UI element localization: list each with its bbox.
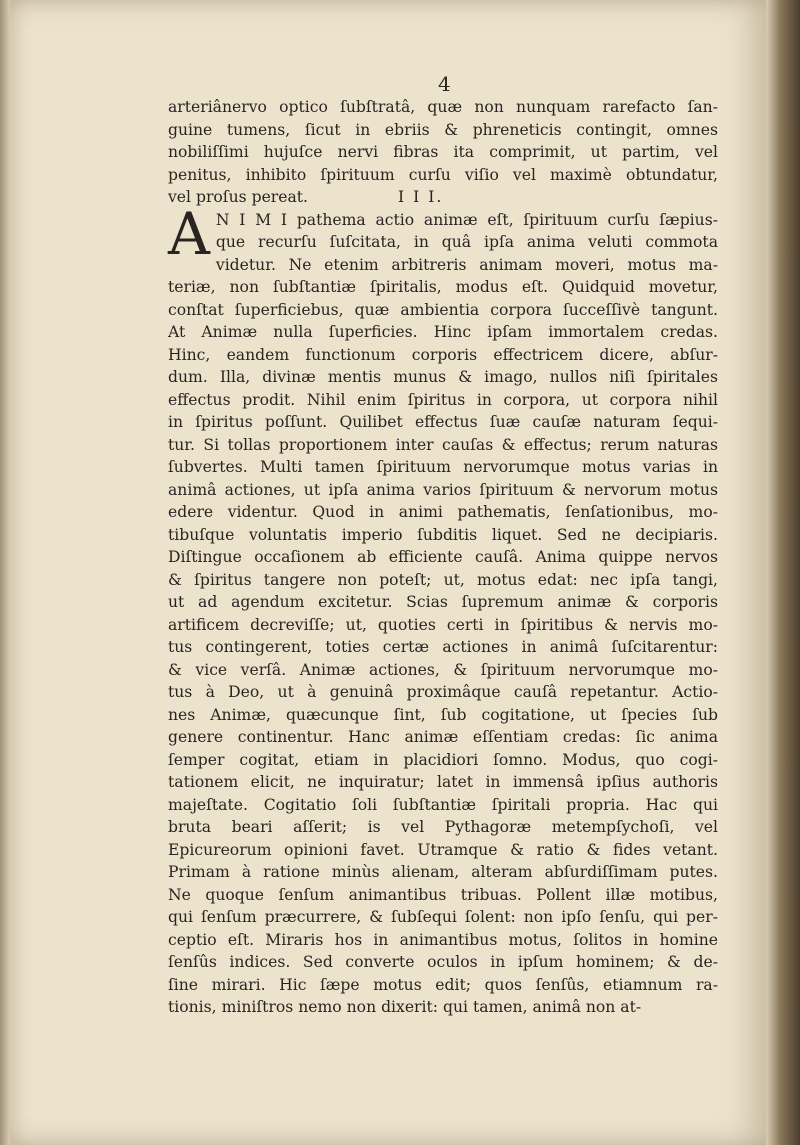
text-line: qui ſenſum præcurrere, & ſubſequi ſolent: non ipſo ſenſu, qui per- [168,908,718,926]
text-line: edere videntur. Quod in animi pathematis, ſenſationibus, mo- [168,503,718,521]
text-line: tibuſque voluntatis imperio ſubditis liquet. Sed ne decipiaris. [168,525,718,544]
text-line: Primam à ratione minùs alienam, alteram abſurdiſſimam putes. [168,863,718,881]
text-line: nes Animæ, quæcunque ſint, ſub cogitatione, ut ſpecies ſub [168,705,718,724]
text-line: animâ actiones, ut ipſa anima varios ſpirituum & nervorum motus [168,480,718,499]
text-line: ceptio eſt. Miraris hos in animantibus motus, ſolitos in homine [168,930,718,949]
text-line: Epicureorum opinioni favet. Utramque & ratio & fides vetant. [168,840,718,859]
text-line: ſenſûs indices. Sed converte oculos in ipſum hominem; & de- [168,953,718,971]
drop-cap: A [168,199,210,268]
text-line: nobiliſſimi hujuſce nervi fibras ita comprimit, ut partim, vel [168,143,718,161]
text-line: videtur. Ne etenim arbitreris animam moveri, motus ma- [215,255,718,274]
text-line [168,186,718,209]
paragraph [168,199,718,1019]
text-line: artificem decreviſſe; ut, quoties certi in ſpiritibus & nervis mo- [168,615,718,634]
text-line: conſtat ſuperficiebus, quæ ambientia corpora ſucceſſivè tangunt. [168,300,718,319]
text-line: majeſtate. Cogitatio ſoli ſubſtantiæ ſpiritali propria. Hac qui [168,795,718,814]
text-line: bruta beari aſſerit; is vel Pythagoræ metempſychoſi, vel [168,818,718,836]
text-line: dum. Illa, divinæ mentis munus & imago, nullos niſi ſpiritales [168,368,718,386]
text-line: tur. Si tollas proportionem inter cauſas & effectus; rerum naturas [168,435,718,454]
text-line-end: vel proſus pereat. [168,188,308,206]
section-number: I I I. [398,188,444,206]
page-left-edge [0,0,10,1145]
text-line: effectus prodit. Nihil enim ſpiritus in corpora, ut corpora nihil [168,390,718,409]
text-line: tus contingerent, toties certæ actiones in animâ ſuſcitarentur: [168,638,718,656]
text-line: arteriânervo optico ſubſtratâ, quæ non nunquam rarefacto ſan- [168,98,718,116]
text-line: que recurſu ſuſcitata, in quâ ipſa anima veluti commota [215,233,718,251]
text-line: tus à Deo, ut à genuinâ proximâque cauſâ repetantur. Actio- [168,683,718,701]
text-line: ſemper cogitat, etiam in placidiori ſomno. Modus, quo cogi- [168,750,718,769]
text-line: guine tumens, ſicut in ebriis & phreneticis contingit, omnes [168,120,718,139]
text-line: N I M I pathema actio animæ eſt, ſpirituum curſu ſæpius- [215,210,718,229]
text-line: ut ad agendum excitetur. Scias ſupremum animæ & corporis [168,593,718,611]
text-line: tionis, miniſtros nemo non dixerit: qui tamen, animâ non at- [168,998,642,1016]
book-spine [766,0,800,1145]
text-line: Ne quoque ſenſum animantibus tribuas. Pollent illæ motibus, [168,885,718,904]
text-line: Hinc, eandem functionum corporis effectricem dicere, abſur- [168,345,718,364]
text-line: ſine mirari. Hic ſæpe motus edit; quos ſenſûs, etiamnum ra- [168,975,718,994]
text-line: ſubvertes. Multi tamen ſpirituum nervorumque motus varias in [168,458,718,476]
text-line: teriæ, non ſubſtantiæ ſpiritalis, modus eſt. Quidquid movetur, [168,278,718,296]
text-line: & ſpiritus tangere non poteſt; ut, motus edat: nec ipſa tangi, [168,570,718,589]
text-line: At Animæ nulla ſuperficies. Hinc ipſam immortalem credas. [168,323,718,341]
text-line: penitus, inhibito ſpirituum curſu viſio vel maximè obtundatur, [168,165,718,184]
body-text [168,96,718,1019]
text-line: & vice verſâ. Animæ actiones, & ſpirituum nervorumque mo- [168,660,718,679]
text-line: genere continentur. Hanc animæ eſſentiam credas: ſic anima [168,728,718,746]
text-line: Diſtingue occaſionem ab efficiente cauſâ. Anima quippe nervos [168,548,718,566]
page-number: 4 [438,72,451,96]
text-line: tationem elicit, ne inquiratur; latet in immensâ ipſius authoris [168,773,718,791]
text-line: in ſpiritus poſſunt. Quilibet effectus ſuæ cauſæ naturam ſequi- [168,413,718,431]
